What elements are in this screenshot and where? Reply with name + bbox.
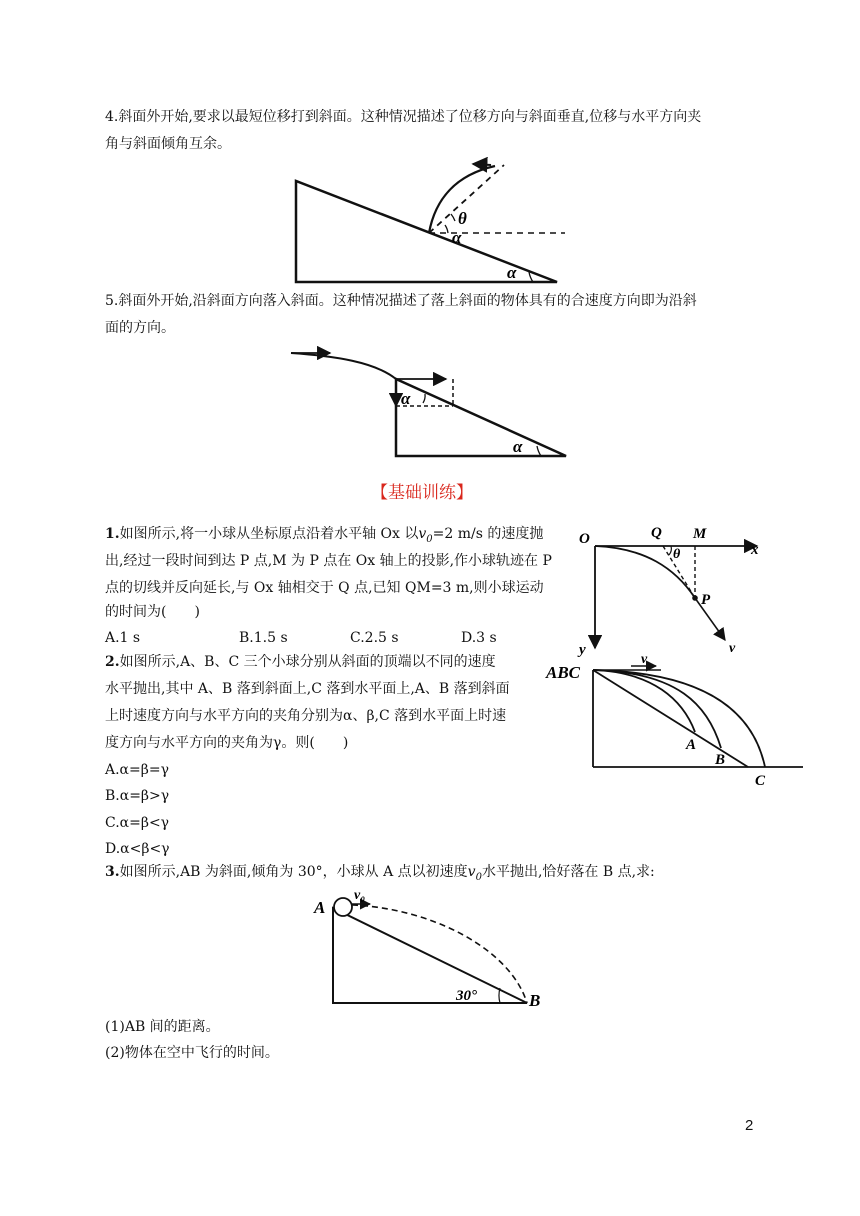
v0-label: v₀ [354,888,366,903]
v0-symbol: $v_0$ [418,526,433,545]
figure-shortest-displacement [285,150,585,290]
page-number: 2 [745,1117,754,1134]
q2-text: 如图所示,A、B、C 三个小球分别从斜面的顶端以不同的速度 [119,654,496,670]
figure-q3-incline-30 [310,888,550,1013]
q1-line1 [105,524,543,550]
q1-option-b: B.1.5 s [239,630,288,646]
a-label: A [686,737,697,753]
q2-option-b: B.α=β>γ [105,788,170,804]
q3-sub1: (1)AB 间的距离。 [105,1019,220,1035]
q2-line2: 水平抛出,其中 A、B 落到斜面上,C 落到水平面上,A、B 落到斜面 [105,681,510,697]
q1-option-c: C.2.5 s [350,630,399,646]
item5-line1: 5.斜面外开始,沿斜面方向落入斜面。这种情况描述了落上斜面的物体具有的合速度方向即为沿斜 [105,293,697,309]
angle-label: 30° [456,988,477,1004]
q2-option-c: C.α=β<γ [105,815,170,831]
q1-option-a: A.1 s [105,630,141,646]
q3-line1 [105,862,655,888]
q1-line4: 的时间为( ) [105,604,200,620]
v-label: v [729,641,736,656]
c-label: C [755,773,766,789]
item4-line1: 4.斜面外开始,要求以最短位移打到斜面。这种情况描述了位移方向与斜面垂直,位移与水平方向夹 [105,109,702,125]
figure-q2-three-balls [543,650,808,790]
q2-line1 [105,652,496,672]
p-label: P [701,592,711,608]
q2-number: 2. [105,654,120,670]
q-label: Q [651,525,662,541]
figure-q1-trajectory [575,518,775,658]
alpha-label: α [507,263,517,282]
q3-text: 水平抛出,恰好落在 B 点,求: [481,864,655,880]
item4-line2: 角与斜面倾角互余。 [105,136,231,152]
b-label: B [715,752,726,768]
q1-number: 1. [105,526,120,542]
q3-text: 如图所示,AB 为斜面,倾角为 30°，小球从 A 点以初速度 [119,864,468,880]
q3-number: 3. [105,864,120,880]
m-label: M [693,526,707,542]
q1-line2: 出,经过一段时间到达 P 点,M 为 P 点在 Ox 轴上的投影,作小球轨迹在 P [105,553,552,569]
q2-line3: 上时速度方向与水平方向的夹角分别为α、β,C 落到水平面上时速 [105,708,507,724]
y-axis-label: y [579,642,586,658]
section-title: 【基础训练】 [371,483,473,503]
figure-tangent-landing [285,342,575,462]
x-axis-label: x [751,542,759,558]
v-label: v [641,652,648,667]
origin-label: O [579,531,590,547]
q2-line4: 度方向与水平方向的夹角为γ。则( ) [105,735,349,751]
q2-option-d: D.α<β<γ [105,841,170,857]
q1-line3: 点的切线并反向延长,与 Ox 轴相交于 Q 点,已知 QM=3 m,则小球运动 [105,580,544,596]
abc-label: ABC [546,663,581,682]
alpha-label: α [452,228,462,247]
alpha-label: α [513,437,523,456]
theta-label: θ [673,547,681,562]
q3-sub2: (2)物体在空中飞行的时间。 [105,1045,279,1061]
q1-text: 如图所示,将一小球从坐标原点沿着水平轴 Ox 以 [119,526,419,542]
a-label: A [314,898,326,917]
alpha-label: α [401,389,411,408]
theta-label: θ [458,209,467,228]
q1-option-d: D.3 s [461,630,497,646]
q2-option-a: A.α=β=γ [105,762,169,778]
q1-text: =2 m/s 的速度抛 [432,526,544,542]
b-label: B [529,991,541,1010]
v0-symbol: $v_0$ [467,864,482,883]
item5-line2: 面的方向。 [105,320,175,336]
